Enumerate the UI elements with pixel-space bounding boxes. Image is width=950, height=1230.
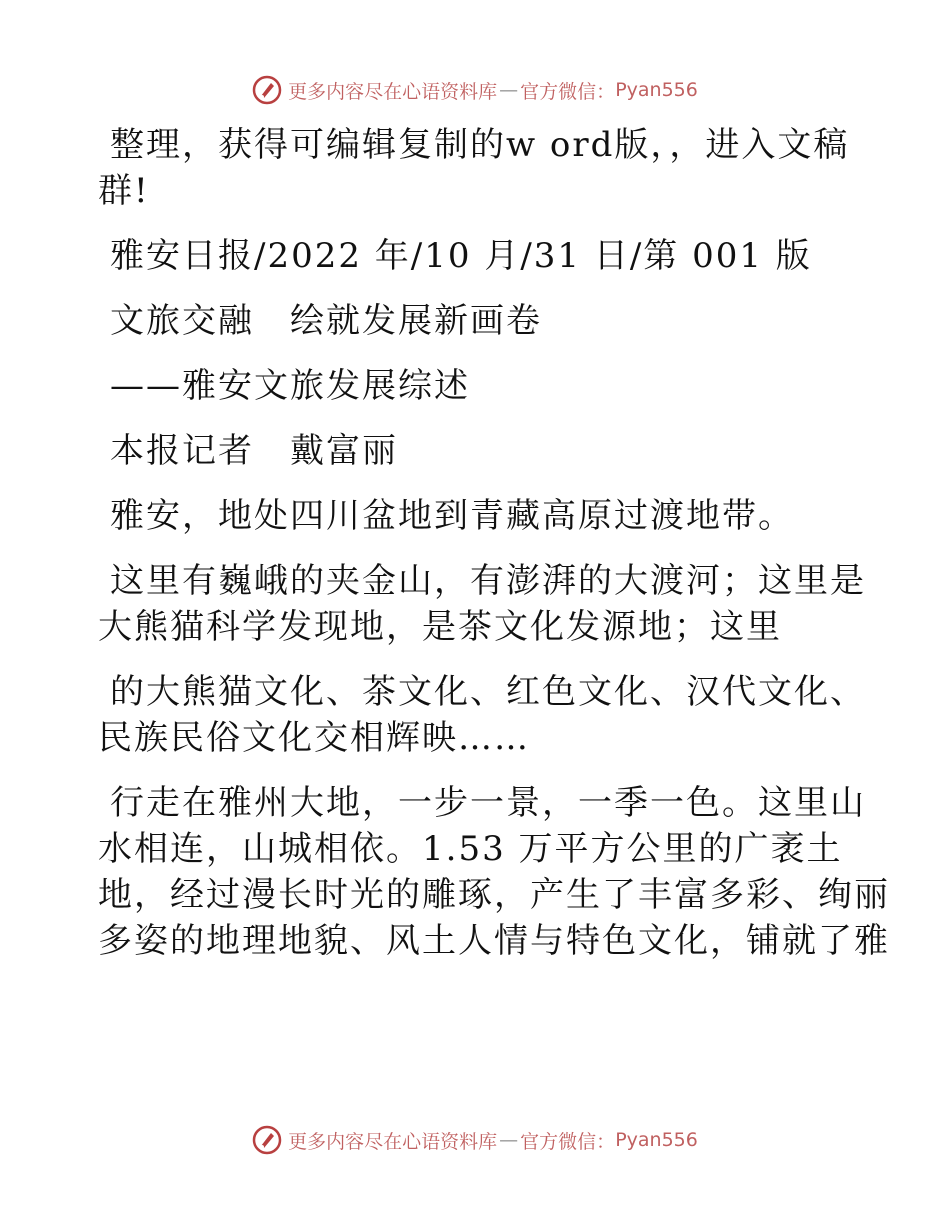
- text-line: ——雅安文旅发展综述: [110, 366, 470, 406]
- document-body: [98, 122, 890, 983]
- text-line: 雅安，地处四川盆地到青藏高原过渡地带。: [110, 496, 794, 536]
- watermark-separator: —: [499, 1129, 519, 1151]
- watermark-wechat-id: Pyan556: [615, 1129, 698, 1151]
- text-line: 整理，获得可编辑复制的w ord版，，进入文稿: [110, 125, 850, 165]
- article-title: [98, 298, 858, 344]
- paragraph-body: [98, 558, 866, 650]
- paragraph-body: [98, 669, 866, 761]
- paragraph-intro: [98, 122, 858, 214]
- article-subtitle: [98, 363, 858, 409]
- article-byline: [98, 428, 858, 474]
- watermark-text: 更多内容尽在心语资料库: [288, 80, 498, 103]
- watermark-wechat-label: 官方微信：: [520, 1130, 616, 1153]
- paragraph-body: [98, 780, 890, 964]
- text-line: 地，经过漫长时光的雕琢，产生了丰富多彩、绚丽: [98, 875, 890, 915]
- text-line: 大熊猫科学发现地，是茶文化发源地；这里: [98, 607, 782, 647]
- watermark-wechat-label: 官方微信：: [520, 80, 616, 103]
- footer-watermark: [0, 1120, 950, 1160]
- text-line: 的大熊猫文化、茶文化、红色文化、汉代文化、: [110, 672, 866, 712]
- text-line: 雅安日报/2022 年/10 月/31 日/第 001 版: [110, 236, 812, 276]
- text-line: 水相连，山城相依。1.53 万平方公里的广袤土: [98, 829, 843, 869]
- watermark-text: 更多内容尽在心语资料库: [288, 1130, 498, 1153]
- pen-nib-logo-icon: [252, 1125, 282, 1155]
- pen-nib-logo-icon: [252, 75, 282, 105]
- text-line: 行走在雅州大地，一步一景，一季一色。这里山: [110, 783, 866, 823]
- text-line: 多姿的地理地貌、风土人情与特色文化，铺就了雅: [98, 921, 890, 961]
- watermark-separator: —: [499, 79, 519, 101]
- watermark-wechat-id: Pyan556: [615, 79, 698, 101]
- paragraph-body: [98, 493, 858, 539]
- text-line: 群!: [98, 171, 150, 211]
- header-watermark: [0, 70, 950, 110]
- text-line: 这里有巍峨的夹金山，有澎湃的大渡河；这里是: [110, 561, 866, 601]
- text-line: 文旅交融 绘就发展新画卷: [110, 301, 542, 341]
- text-line: 本报记者 戴富丽: [110, 431, 398, 471]
- text-line: 民族民俗文化交相辉映……: [98, 718, 530, 758]
- paragraph-dateline: [98, 233, 858, 279]
